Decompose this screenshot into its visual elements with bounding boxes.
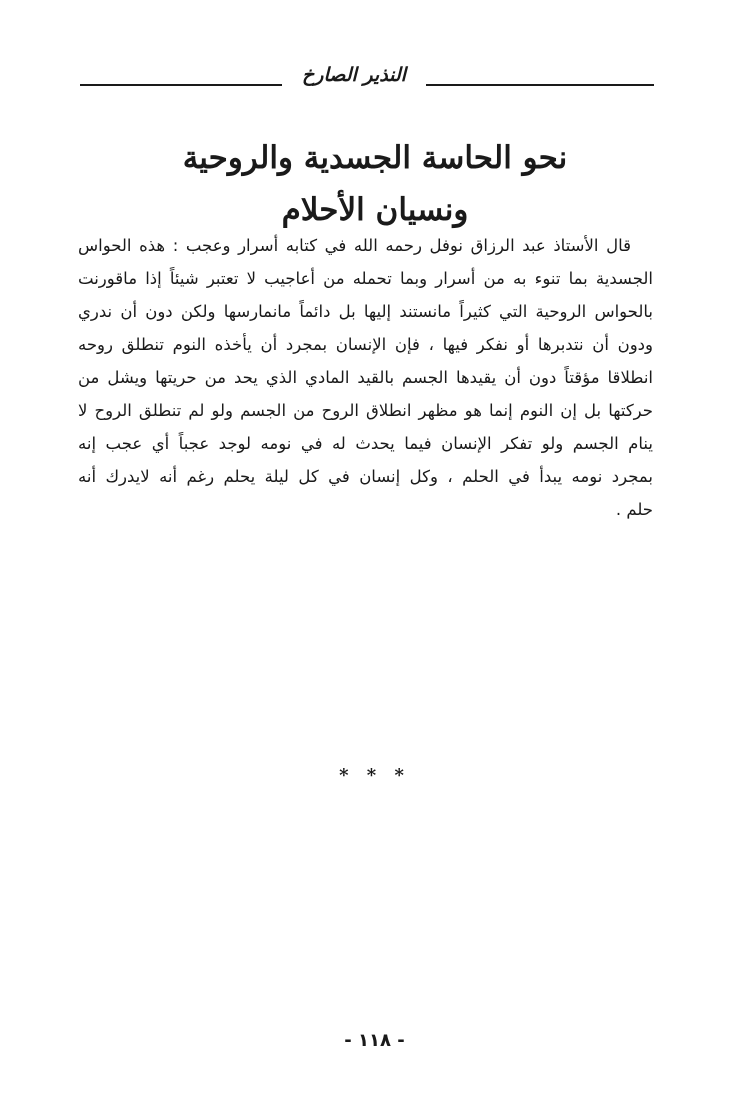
chapter-title-line-2: ونسيان الأحلام xyxy=(281,192,469,228)
header-rule-left xyxy=(80,84,282,86)
chapter-title xyxy=(100,132,650,236)
running-header xyxy=(80,62,654,98)
header-rule-right xyxy=(426,84,654,86)
chapter-title-line-1: نحو الحاسة الجسدية والروحية xyxy=(182,140,568,176)
running-title: النذير الصارخ xyxy=(302,64,406,86)
body-line: الجسدية بما تنوء به من أسرار وبما تحمله من أعاجيب لا تعتبر شيئاً إذا ماقورنت xyxy=(78,269,653,288)
body-line: بالحواس الروحية التي كثيراً مانستند إليها بل دائماً مانمارسها ولكن دون أن ندري xyxy=(78,302,653,321)
body-line: بمجرد نومه يبدأ في الحلم ، وكل إنسان في كل ليلة يحلم رغم أنه لايدرك أنه xyxy=(78,467,653,486)
body-line: انطلاقا مؤقتاً دون أن يقيدها الجسم بالقيد المادي الذي يحد من حريتها ويشل من xyxy=(78,368,653,387)
body-line: ودون أن نتدبرها أو نفكر فيها ، فإن الإنسان بمجرد أن يأخذه النوم تنطلق روحه xyxy=(78,335,653,354)
body-line: حلم . xyxy=(615,500,653,519)
body-paragraph xyxy=(78,229,653,526)
section-separator: * * * xyxy=(339,765,410,786)
body-line: قال الأستاذ عبد الرزاق نوفل رحمه الله في كتابه أسرار وعجب : هذه الحواس xyxy=(78,236,631,255)
body-line: حركتها بل إن النوم إنما هو مظهر انطلاق الروح من الجسم ولو لم تنطلق الروح لا xyxy=(78,401,653,420)
body-line: ينام الجسم ولو تفكر الإنسان فيما يحدث له في نومه لوجد عجباً أي عجب إنه xyxy=(78,434,653,453)
page-number: - ١١٨ - xyxy=(344,1030,405,1051)
